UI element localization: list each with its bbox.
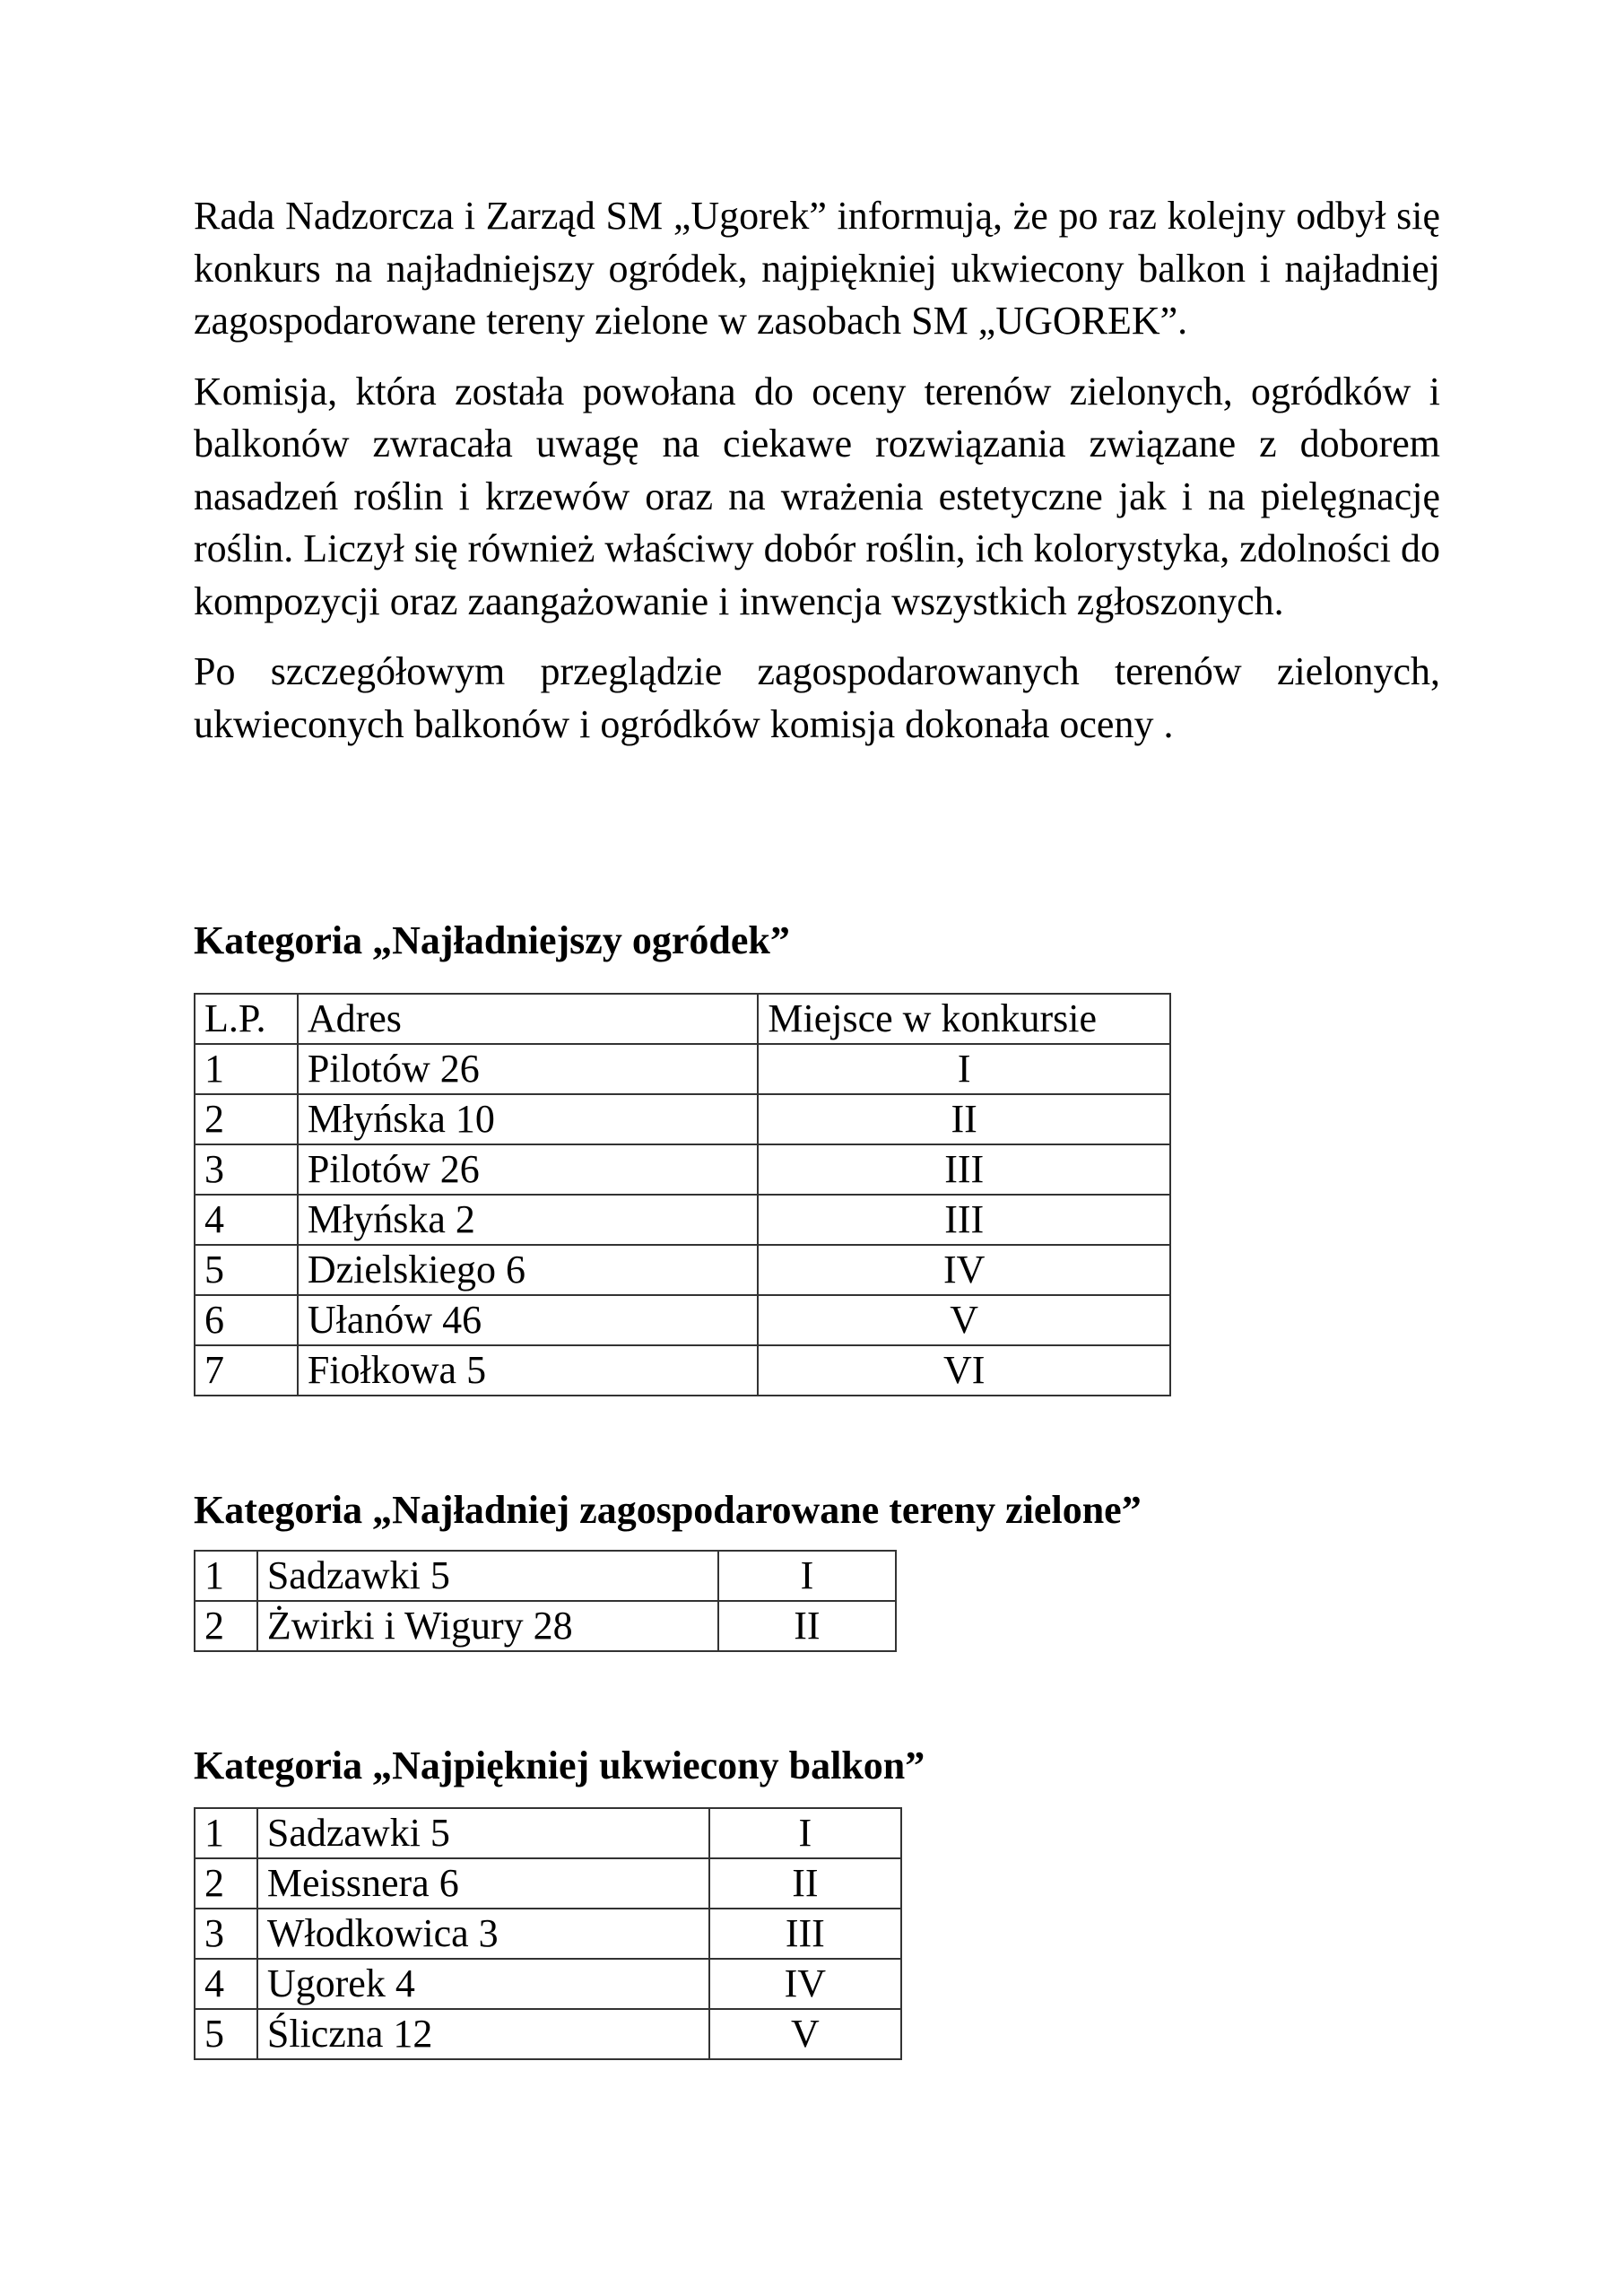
category-heading-garden: Kategoria „Najładniejszy ogródek” xyxy=(194,918,790,962)
table-header-row xyxy=(195,994,1170,1044)
cell-address: Pilotów 26 xyxy=(298,1044,759,1094)
cell-lp: 2 xyxy=(195,1858,257,1909)
cell-place: II xyxy=(709,1858,901,1909)
category-heading-green-areas: Kategoria „Najładniej zagospodarowane tereny zielone” xyxy=(194,1488,1142,1532)
table-row xyxy=(195,1601,896,1651)
summary-paragraph: Po szczegółowym przeglądzie zagospodarowanych terenów zielonych, ukwieconych balkonów i ogródków komisja dokonała oceny . xyxy=(194,649,1440,746)
cell-lp: 5 xyxy=(195,2009,257,2059)
cell-address: Włodkowica 3 xyxy=(257,1909,709,1959)
table-row xyxy=(195,1044,1170,1094)
cell-place: III xyxy=(758,1144,1170,1195)
cell-lp: 7 xyxy=(195,1345,298,1396)
cell-place: III xyxy=(709,1909,901,1959)
cell-address: Ułanów 46 xyxy=(298,1295,759,1345)
table-row xyxy=(195,1909,901,1959)
cell-lp: 5 xyxy=(195,1245,298,1295)
cell-address: Ugorek 4 xyxy=(257,1959,709,2009)
cell-lp: 3 xyxy=(195,1909,257,1959)
cell-place: I xyxy=(709,1808,901,1858)
cell-address: Sadzawki 5 xyxy=(257,1551,718,1601)
green-areas-results-table xyxy=(194,1550,897,1652)
category-heading-balcony: Kategoria „Najpiękniej ukwiecony balkon” xyxy=(194,1744,925,1787)
garden-results-table xyxy=(194,993,1171,1396)
cell-place: III xyxy=(758,1195,1170,1245)
cell-lp: 6 xyxy=(195,1295,298,1345)
cell-place: IV xyxy=(709,1959,901,2009)
cell-lp: 2 xyxy=(195,1094,298,1144)
cell-address: Fiołkowa 5 xyxy=(298,1345,759,1396)
header-address: Adres xyxy=(298,994,759,1044)
document-body xyxy=(194,190,1440,769)
cell-address: Dzielskiego 6 xyxy=(298,1245,759,1295)
cell-lp: 1 xyxy=(195,1551,257,1601)
table-row xyxy=(195,1858,901,1909)
table-row xyxy=(195,1144,1170,1195)
cell-lp: 4 xyxy=(195,1959,257,2009)
table-row xyxy=(195,1551,896,1601)
cell-address: Meissnera 6 xyxy=(257,1858,709,1909)
table-row xyxy=(195,1959,901,2009)
table-row xyxy=(195,1195,1170,1245)
cell-place: VI xyxy=(758,1345,1170,1396)
cell-address: Śliczna 12 xyxy=(257,2009,709,2059)
table-row xyxy=(195,1245,1170,1295)
cell-address: Młyńska 10 xyxy=(298,1094,759,1144)
cell-place: I xyxy=(718,1551,896,1601)
cell-address: Sadzawki 5 xyxy=(257,1808,709,1858)
cell-place: I xyxy=(758,1044,1170,1094)
cell-lp: 4 xyxy=(195,1195,298,1245)
cell-place: II xyxy=(718,1601,896,1651)
balcony-results-table xyxy=(194,1807,902,2060)
table-row xyxy=(195,1094,1170,1144)
cell-lp: 3 xyxy=(195,1144,298,1195)
cell-lp: 1 xyxy=(195,1044,298,1094)
header-place: Miejsce w konkursie xyxy=(758,994,1170,1044)
cell-address: Żwirki i Wigury 28 xyxy=(257,1601,718,1651)
cell-address: Pilotów 26 xyxy=(298,1144,759,1195)
cell-address: Młyńska 2 xyxy=(298,1195,759,1245)
cell-lp: 1 xyxy=(195,1808,257,1858)
table-row xyxy=(195,2009,901,2059)
table-row xyxy=(195,1295,1170,1345)
table-row xyxy=(195,1345,1170,1396)
table-row xyxy=(195,1808,901,1858)
commission-paragraph: Komisja, która została powołana do oceny terenów zielonych, ogródków i balkonów zwracała uwagę na ciekawe rozwiązania związane z doborem nasadzeń roślin i krzewów oraz na wrażenia estetyczne jak i na pielęgnację roślin. Liczył się również właściwy dobór roślin, ich kolorystyka, zdolności do kompozycji oraz zaangażowanie i inwencja wszystkich zgłoszonych. xyxy=(194,369,1440,623)
cell-place: IV xyxy=(758,1245,1170,1295)
cell-place: II xyxy=(758,1094,1170,1144)
cell-lp: 2 xyxy=(195,1601,257,1651)
cell-place: V xyxy=(758,1295,1170,1345)
cell-place: V xyxy=(709,2009,901,2059)
intro-paragraph: Rada Nadzorcza i Zarząd SM „Ugorek” informują, że po raz kolejny odbył się konkurs na najładniejszy ogródek, najpiękniej ukwiecony balkon i najładniej zagospodarowane tereny zielone w zasobach SM „UGOREK”. xyxy=(194,194,1440,343)
header-lp: L.P. xyxy=(195,994,298,1044)
